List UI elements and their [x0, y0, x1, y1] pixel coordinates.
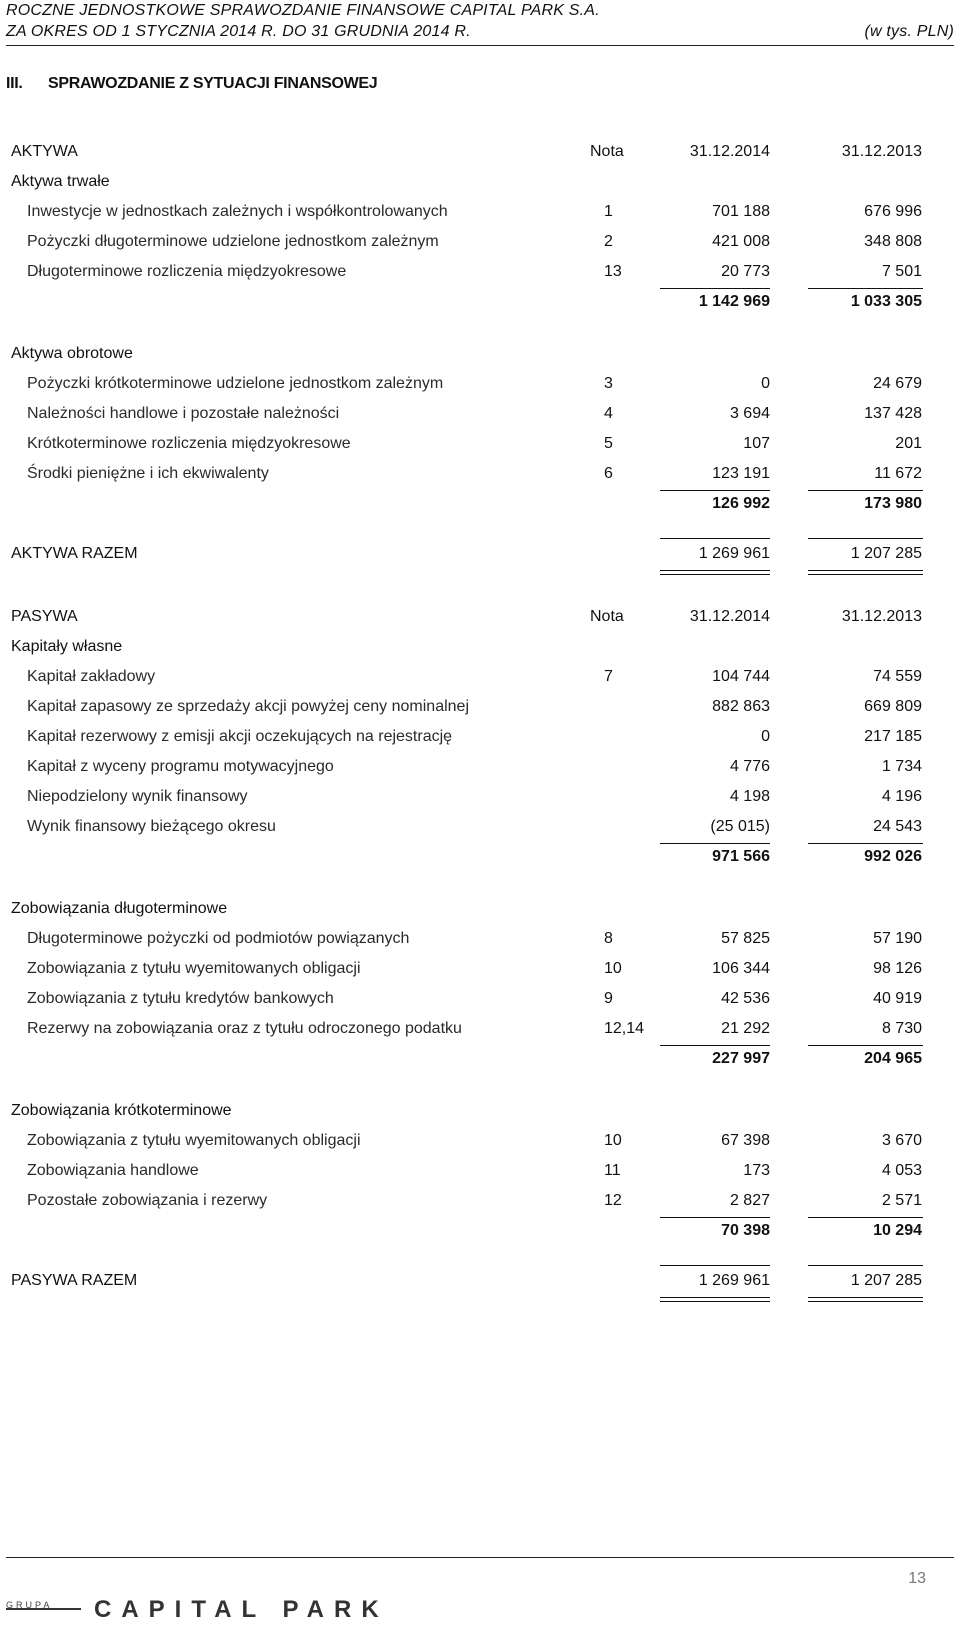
row-label: Rezerwy na zobowiązania oraz z tytułu odroczonego podatku	[27, 1020, 462, 1037]
group-title-row	[0, 895, 960, 925]
row-value-2014: 21 292	[721, 1020, 770, 1037]
table-row	[0, 430, 960, 460]
row-value-2013: 669 809	[864, 698, 922, 715]
column-rule	[808, 288, 923, 289]
row-value-2014: 106 344	[712, 960, 770, 977]
row-note: 9	[604, 990, 613, 1007]
row-label: Należności handlowe i pozostałe należności	[27, 405, 340, 422]
subtotal-row	[0, 843, 960, 873]
row-value-2014: 4 776	[729, 758, 770, 775]
column-rule	[660, 1301, 770, 1302]
row-value-2013: 11 672	[874, 465, 922, 482]
row-note: 12,14	[604, 1020, 645, 1037]
column-rule	[660, 1045, 770, 1046]
group-title-row	[0, 1097, 960, 1127]
column-rule	[808, 1217, 923, 1218]
grand-total-label: PASYWA RAZEM	[11, 1272, 138, 1289]
subtotal-2014: 971 566	[712, 848, 770, 865]
row-label: Kapitał rezerwowy z emisji akcji oczekujących na rejestrację	[27, 728, 453, 745]
subtotal-2014: 227 997	[712, 1050, 770, 1067]
report-period-text: ZA OKRES OD 1 STYCZNIA 2014 R. DO 31 GRUDNIA 2014 R.	[6, 23, 471, 40]
grand-total-2014: 1 269 961	[698, 545, 770, 562]
col-2014-heading: 31.12.2014	[689, 143, 770, 160]
row-note: 4	[604, 405, 613, 422]
row-value-2013: 57 190	[873, 930, 922, 947]
column-rule	[808, 1265, 923, 1266]
liabilities-heading: PASYWA	[11, 608, 78, 625]
row-note: 3	[604, 375, 613, 392]
header-divider	[6, 45, 954, 46]
table-row	[0, 663, 960, 693]
row-value-2014: 57 825	[721, 930, 770, 947]
row-value-2013: 137 428	[864, 405, 922, 422]
assets-table	[0, 138, 960, 570]
column-rule	[660, 288, 770, 289]
grand-total-2013: 1 207 285	[850, 1272, 922, 1289]
longterm-list	[0, 925, 960, 1045]
liabilities-header-row	[0, 603, 960, 633]
grand-total-2014: 1 269 961	[698, 1272, 770, 1289]
group-title-row	[0, 168, 960, 198]
row-value-2014: 0	[761, 375, 770, 392]
row-value-2014: 701 188	[712, 203, 770, 220]
table-row	[0, 955, 960, 985]
column-rule	[808, 570, 923, 571]
row-label: Pozostałe zobowiązania i rezerwy	[27, 1192, 268, 1209]
table-row	[0, 1127, 960, 1157]
subtotal-row	[0, 1045, 960, 1075]
row-label: Inwestycje w jednostkach zależnych i współkontrolowanych	[27, 203, 448, 220]
row-value-2013: 676 996	[864, 203, 922, 220]
row-value-2014: 107	[743, 435, 770, 452]
table-row	[0, 985, 960, 1015]
row-value-2013: 217 185	[864, 728, 922, 745]
subtotal-2013: 173 980	[864, 495, 922, 512]
table-row	[0, 783, 960, 813]
row-value-2013: 201	[895, 435, 922, 452]
column-rule	[808, 1045, 923, 1046]
row-note: 11	[604, 1162, 621, 1179]
subtotal-2013: 1 033 305	[850, 293, 922, 310]
col-2014-heading: 31.12.2014	[689, 608, 770, 625]
footer-divider	[6, 1557, 954, 1558]
row-value-2013: 4 053	[881, 1162, 922, 1179]
row-label: Kapitał zakładowy	[27, 668, 156, 685]
table-row	[0, 198, 960, 228]
row-value-2014: 67 398	[721, 1132, 770, 1149]
column-rule	[660, 1265, 770, 1266]
group-title: Zobowiązania długoterminowe	[11, 900, 228, 917]
section-number: III.	[6, 75, 23, 92]
column-rule	[660, 570, 770, 571]
row-value-2013: 98 126	[873, 960, 922, 977]
row-value-2014: 0	[761, 728, 770, 745]
group-title-row	[0, 340, 960, 370]
row-label: Długoterminowe pożyczki od podmiotów powiązanych	[27, 930, 410, 947]
row-value-2014: 173	[743, 1162, 770, 1179]
group-title: Aktywa obrotowe	[11, 345, 133, 362]
table-row	[0, 460, 960, 490]
row-value-2013: 40 919	[873, 990, 922, 1007]
subtotal-row	[0, 1217, 960, 1247]
grand-total-2013: 1 207 285	[850, 545, 922, 562]
liabilities-table	[0, 603, 960, 1297]
column-rule	[660, 538, 770, 539]
row-value-2014: 882 863	[712, 698, 770, 715]
table-row	[0, 813, 960, 843]
column-rule	[660, 843, 770, 844]
row-label: Środki pieniężne i ich ekwiwalenty	[27, 465, 269, 482]
row-value-2014: 2 827	[729, 1192, 770, 1209]
column-rule	[808, 574, 923, 575]
nota-heading: Nota	[590, 143, 624, 160]
col-2013-heading: 31.12.2013	[841, 608, 922, 625]
subtotal-2013: 10 294	[873, 1222, 922, 1239]
subtotal-2014: 126 992	[712, 495, 770, 512]
row-label: Wynik finansowy bieżącego okresu	[27, 818, 276, 835]
logo-name-text: CAPITAL PARK	[94, 1596, 389, 1623]
row-label: Niepodzielony wynik finansowy	[27, 788, 248, 805]
table-row	[0, 370, 960, 400]
row-note: 5	[604, 435, 613, 452]
row-value-2014: 123 191	[712, 465, 770, 482]
table-row	[0, 258, 960, 288]
noncurrent-assets-list	[0, 198, 960, 288]
row-note: 10	[604, 960, 622, 977]
group-title: Aktywa trwałe	[11, 173, 110, 190]
row-value-2013: 24 679	[873, 375, 922, 392]
section-title	[6, 75, 377, 93]
logo-bar	[6, 1608, 81, 1610]
row-value-2013: 1 734	[881, 758, 922, 775]
company-logo	[6, 1596, 406, 1622]
row-value-2013: 74 559	[873, 668, 922, 685]
row-value-2013: 24 543	[873, 818, 922, 835]
row-value-2014: 42 536	[721, 990, 770, 1007]
row-value-2014: 104 744	[712, 668, 770, 685]
row-note: 7	[604, 668, 613, 685]
row-label: Zobowiązania z tytułu kredytów bankowych	[27, 990, 334, 1007]
column-rule	[808, 1297, 923, 1298]
row-note: 1	[604, 203, 613, 220]
report-period	[6, 23, 954, 41]
subtotal-2013: 992 026	[864, 848, 922, 865]
page-number: 13	[908, 1570, 926, 1587]
row-note: 8	[604, 930, 613, 947]
column-rule	[808, 538, 923, 539]
row-note: 10	[604, 1132, 622, 1149]
equity-list	[0, 663, 960, 843]
row-note: 2	[604, 233, 613, 250]
column-rule	[660, 1217, 770, 1218]
row-label: Zobowiązania z tytułu wyemitowanych obligacji	[27, 960, 361, 977]
table-row	[0, 400, 960, 430]
table-row	[0, 1157, 960, 1187]
column-rule	[808, 490, 923, 491]
row-label: Zobowiązania z tytułu wyemitowanych obligacji	[27, 1132, 361, 1149]
table-row	[0, 723, 960, 753]
row-label: Długoterminowe rozliczenia międzyokresowe	[27, 263, 347, 280]
subtotal-row	[0, 490, 960, 520]
table-row	[0, 1015, 960, 1045]
row-note: 6	[604, 465, 613, 482]
subtotal-row	[0, 288, 960, 318]
row-value-2013: 8 730	[881, 1020, 922, 1037]
column-rule	[660, 574, 770, 575]
current-assets-list	[0, 370, 960, 490]
table-row	[0, 693, 960, 723]
row-value-2014: 4 198	[729, 788, 770, 805]
table-row	[0, 925, 960, 955]
row-label: Kapitał z wyceny programu motywacyjnego	[27, 758, 334, 775]
row-label: Kapitał zapasowy ze sprzedaży akcji powyżej ceny nominalnej	[27, 698, 469, 715]
column-rule	[660, 1297, 770, 1298]
table-row	[0, 753, 960, 783]
row-label: Zobowiązania handlowe	[27, 1162, 199, 1179]
row-note: 12	[604, 1192, 622, 1209]
column-rule	[808, 1301, 923, 1302]
grand-total-row	[0, 1267, 960, 1297]
subtotal-2013: 204 965	[864, 1050, 922, 1067]
col-2013-heading: 31.12.2013	[841, 143, 922, 160]
row-value-2013: 2 571	[881, 1192, 922, 1209]
subtotal-2014: 1 142 969	[698, 293, 770, 310]
row-value-2014: 20 773	[721, 263, 770, 280]
row-value-2013: 348 808	[864, 233, 922, 250]
assets-heading: AKTYWA	[11, 143, 78, 160]
row-value-2013: 4 196	[881, 788, 922, 805]
group-title-row	[0, 633, 960, 663]
table-row	[0, 228, 960, 258]
column-rule	[660, 490, 770, 491]
row-note: 13	[604, 263, 622, 280]
group-title: Zobowiązania krótkoterminowe	[11, 1102, 232, 1119]
currency-unit: (w tys. PLN)	[864, 23, 954, 40]
row-label: Pożyczki długoterminowe udzielone jednostkom zależnym	[27, 233, 439, 250]
row-label: Pożyczki krótkoterminowe udzielone jednostkom zależnym	[27, 375, 444, 392]
row-value-2014: 3 694	[729, 405, 770, 422]
grand-total-label: AKTYWA RAZEM	[11, 545, 138, 562]
row-value-2013: 7 501	[881, 263, 922, 280]
row-label: Krótkoterminowe rozliczenia międzyokresowe	[27, 435, 351, 452]
row-value-2013: 3 670	[881, 1132, 922, 1149]
shortterm-list	[0, 1127, 960, 1217]
column-rule	[808, 843, 923, 844]
nota-heading: Nota	[590, 608, 624, 625]
logo-group-text: GRUPA	[6, 1600, 53, 1610]
grand-total-row	[0, 540, 960, 570]
section-name: SPRAWOZDANIE Z SYTUACJI FINANSOWEJ	[48, 75, 378, 92]
subtotal-2014: 70 398	[721, 1222, 770, 1239]
table-row	[0, 1187, 960, 1217]
group-title: Kapitały własne	[11, 638, 123, 655]
report-title: ROCZNE JEDNOSTKOWE SPRAWOZDANIE FINANSOWE CAPITAL PARK S.A.	[6, 2, 600, 19]
row-value-2014: 421 008	[712, 233, 770, 250]
row-value-2014: (25 015)	[710, 818, 770, 835]
assets-header-row	[0, 138, 960, 168]
